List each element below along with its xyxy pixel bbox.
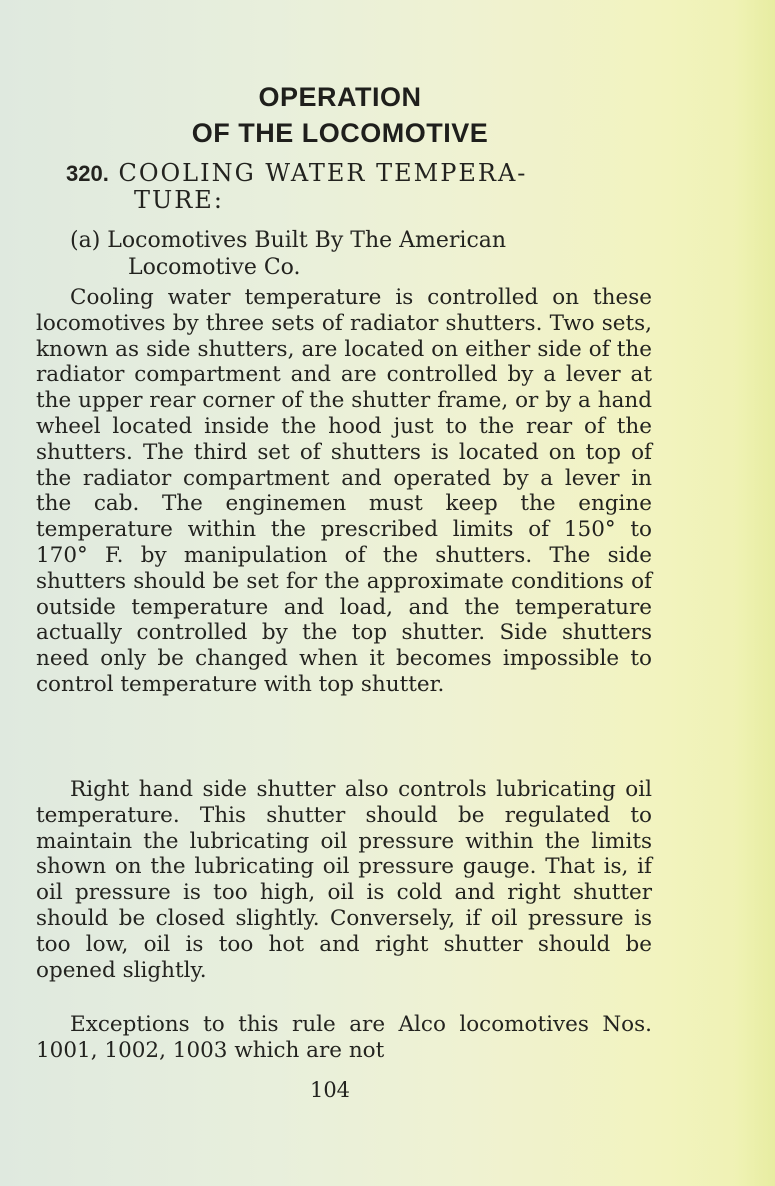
paragraph-text: Cooling water temperature is controlled on these locomotives by three sets of radiator shutters. Two sets, known as side shutters, are located on either side of the radiator compartment and are controlled by a lever at the upper rear corner of the shutter frame, or by a hand wheel located inside the hood just to the rear of the shutters. The third set of shutters is located on top of the radiator compartment and operated by a lever in the cab. The enginemen must keep the engine temperature within the prescribed limits of 150° to 170° F. by manipulation of the shutters. The side shutters should be set for the approximate conditions of outside temperature and load, and the temperature actually controlled by the top shutter. Side shutters need only be changed when it becomes impossible to control temperature with top shutter. bbox=[36, 285, 652, 697]
page-edge-shade bbox=[735, 0, 775, 1186]
section-title-line-1: COOLING WATER TEMPERA- bbox=[118, 159, 528, 187]
paragraph-text: Right hand side shutter also controls lubricating oil temperature. This shutter should be regulated to maintain the lubricating oil pressure within the limits shown on the lubricating oil pressure gauge. That is, if oil pressure is too high, oil is cold and right shutter should be closed slightly. Conversely, if oil pressure is too low, oil is too hot and right shutter should be opened slightly. bbox=[36, 777, 652, 983]
section-heading bbox=[66, 160, 666, 213]
body-paragraph-2 bbox=[36, 777, 652, 983]
section-title-line-2: TURE: bbox=[134, 186, 224, 214]
body-paragraph-1 bbox=[36, 285, 652, 698]
subsection-title-line-2: Locomotive Co. bbox=[128, 255, 301, 280]
page-number: 104 bbox=[309, 1078, 351, 1102]
subsection-title-line-1: Locomotives Built By The American bbox=[107, 228, 507, 253]
subsection-label: (a) bbox=[70, 228, 101, 253]
chapter-heading-line-1: OPERATION bbox=[258, 82, 422, 112]
body-paragraph-3 bbox=[36, 1012, 652, 1064]
subsection-heading bbox=[70, 227, 660, 281]
chapter-heading-line-2: OF THE LOCOMOTIVE bbox=[191, 118, 489, 148]
paragraph-text: Exceptions to this rule are Alco locomotives Nos. 1001, 1002, 1003 which are not bbox=[36, 1012, 652, 1063]
section-number: 320. bbox=[66, 161, 109, 186]
